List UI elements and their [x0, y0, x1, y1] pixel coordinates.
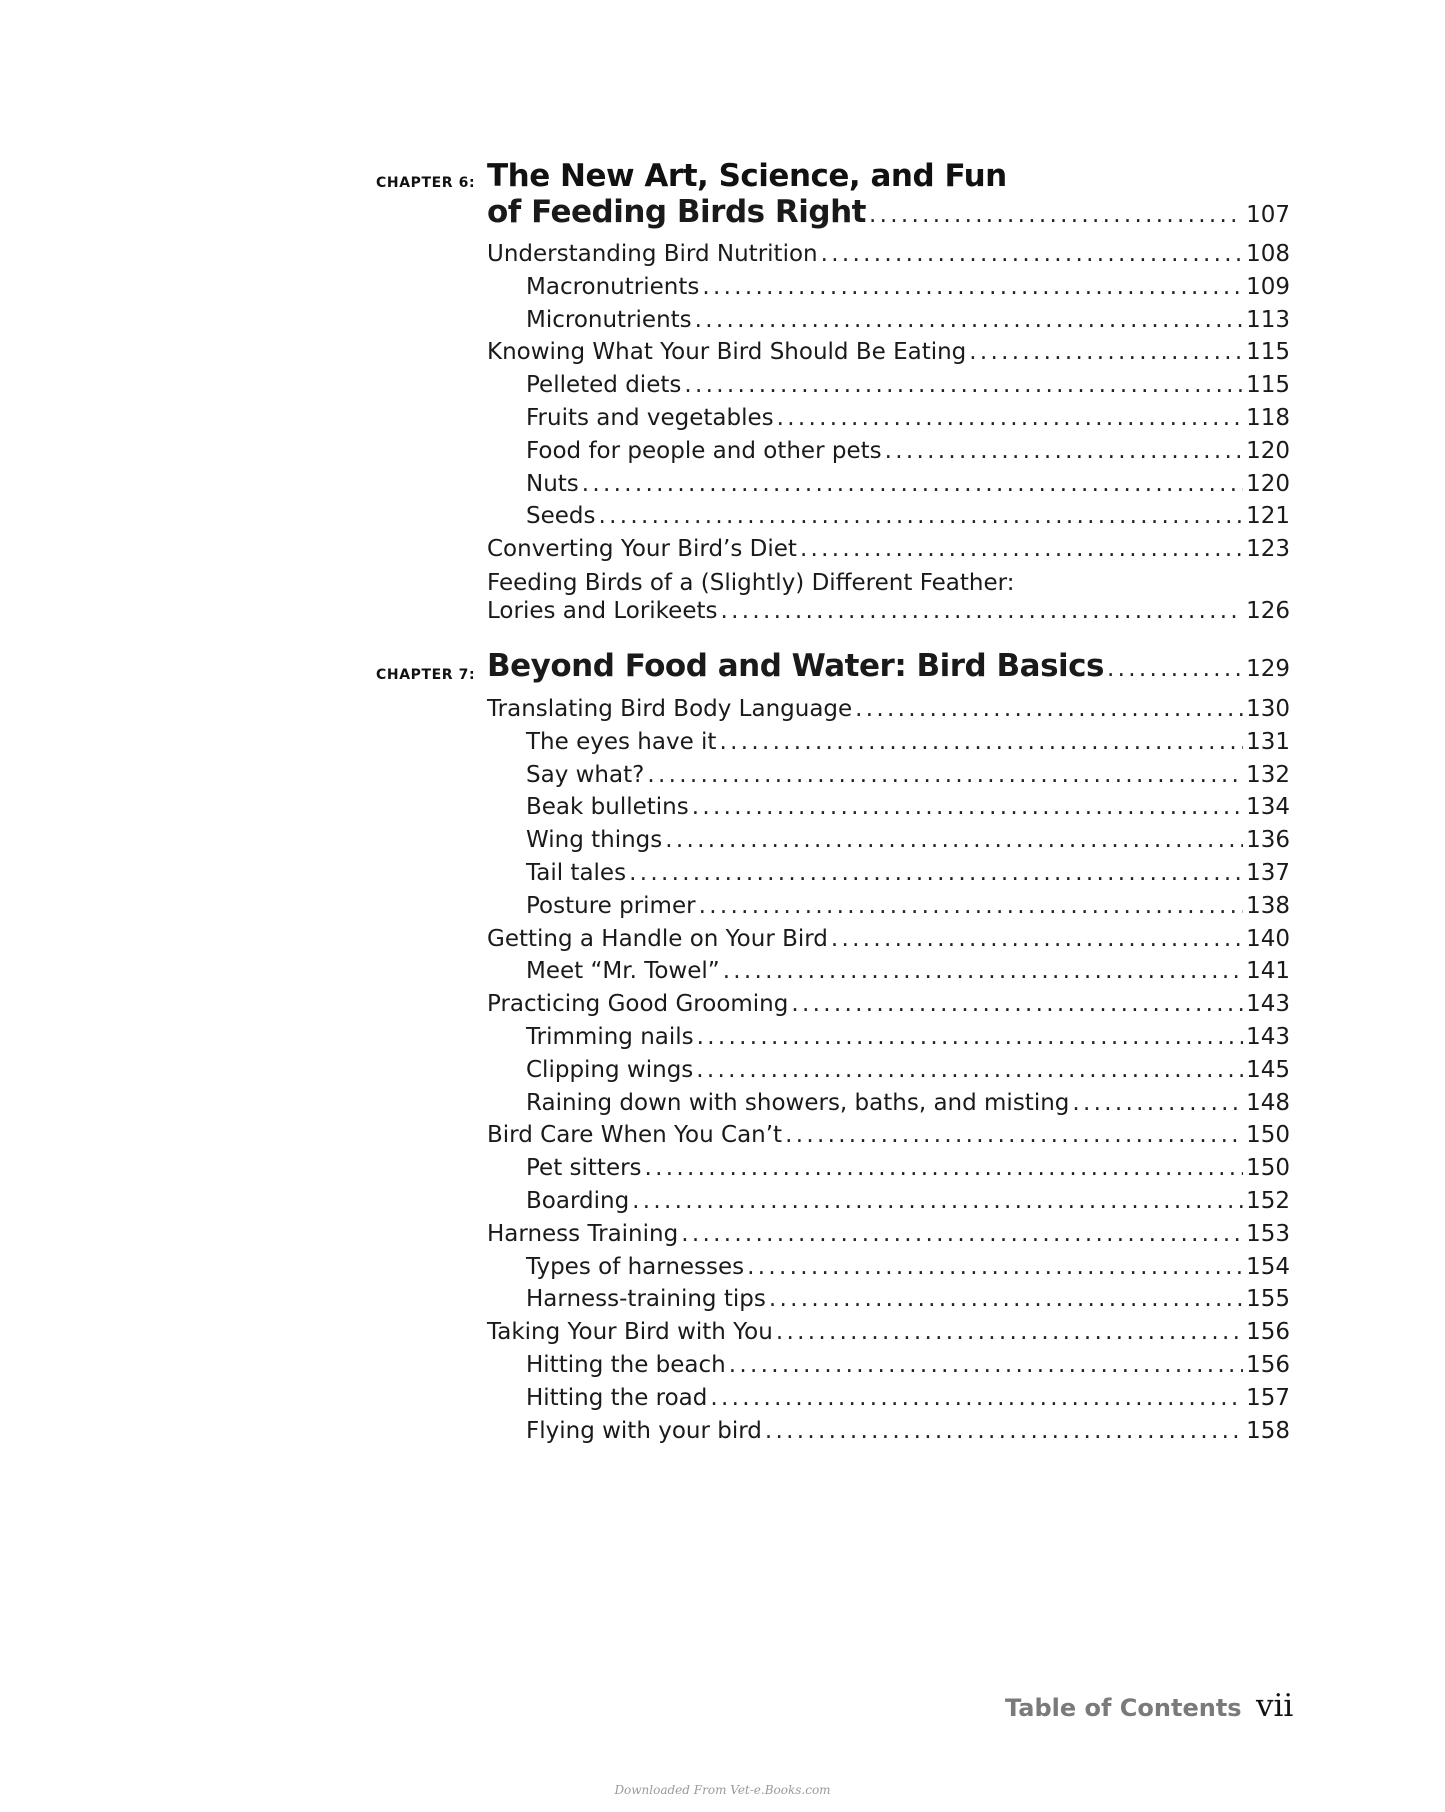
- toc-entry-page: 121: [1246, 503, 1290, 530]
- toc-entry-text: Hitting the road: [526, 1384, 708, 1411]
- toc-entry[interactable]: [526, 1022, 1290, 1052]
- toc-entry-text: Pelleted diets: [526, 372, 682, 399]
- chapter-6-last-entry-line1: Feeding Birds of a (Slightly) Different Feather:: [487, 570, 1015, 596]
- dot-leader: [969, 337, 1243, 367]
- dot-leader: [831, 924, 1243, 954]
- chapter-6-page: 107: [1246, 202, 1290, 228]
- toc-entry-page: 109: [1246, 273, 1290, 300]
- dot-leader: [632, 1186, 1243, 1216]
- toc-entry[interactable]: [526, 272, 1290, 302]
- toc-entry[interactable]: [526, 305, 1290, 335]
- toc-entry-page: 115: [1246, 339, 1290, 366]
- toc-entry-text: Meet “Mr. Towel”: [526, 958, 720, 985]
- toc-entry-page: 156: [1246, 1352, 1290, 1378]
- toc-entry[interactable]: [526, 1186, 1290, 1216]
- toc-entry-page: 152: [1246, 1188, 1290, 1214]
- toc-entry[interactable]: [487, 337, 1290, 367]
- toc-entry-page: 143: [1246, 991, 1290, 1018]
- toc-entry[interactable]: [526, 1153, 1290, 1183]
- toc-entry-text: Types of harnesses: [526, 1253, 745, 1280]
- toc-entry-page: 155: [1246, 1286, 1290, 1313]
- toc-entry-page: 137: [1246, 860, 1290, 886]
- dot-leader: [777, 403, 1243, 433]
- toc-entry-page: 157: [1246, 1384, 1290, 1411]
- toc-entry-text: Taking Your Bird with You: [487, 1319, 773, 1346]
- toc-entry-text: Beak bulletins: [526, 794, 689, 821]
- toc-entry-page: 150: [1246, 1155, 1290, 1182]
- toc-entry-text: Boarding: [526, 1188, 630, 1214]
- toc-entry-page: 126: [1246, 598, 1290, 624]
- dot-leader: [785, 1120, 1243, 1150]
- toc-entry[interactable]: [487, 596, 1290, 626]
- toc-entry-page: 113: [1246, 306, 1290, 333]
- toc-entry-page: 158: [1246, 1417, 1290, 1444]
- watermark: Downloaded From Vet-e.Books.com: [614, 1783, 831, 1797]
- dot-leader: [696, 1055, 1243, 1085]
- dot-leader: [629, 858, 1243, 888]
- toc-entry-page: 145: [1246, 1056, 1290, 1083]
- footer-page-number: vii: [1256, 1688, 1294, 1724]
- toc-entry-text: Clipping wings: [526, 1056, 694, 1083]
- dot-leader: [695, 305, 1243, 335]
- toc-entry-text: Harness Training: [487, 1220, 679, 1247]
- toc-entry-page: 154: [1246, 1253, 1290, 1280]
- toc-entry-page: 150: [1246, 1122, 1290, 1149]
- toc-entry-text: Flying with your bird: [526, 1417, 762, 1444]
- dot-leader: [692, 792, 1243, 822]
- chapter-7-title-row[interactable]: [487, 648, 1290, 684]
- dot-leader: [729, 1350, 1243, 1380]
- toc-entry[interactable]: [487, 694, 1290, 724]
- dot-leader: [765, 1416, 1243, 1446]
- toc-entry[interactable]: [526, 891, 1290, 921]
- toc-entry[interactable]: [487, 1219, 1290, 1249]
- toc-entry-text: Lories and Lorikeets: [487, 598, 718, 624]
- toc-entry[interactable]: [487, 1317, 1290, 1347]
- dot-leader: [1107, 654, 1243, 684]
- dot-leader: [1072, 1088, 1243, 1118]
- toc-entry[interactable]: [526, 760, 1290, 790]
- toc-entry[interactable]: [526, 1284, 1290, 1314]
- toc-entry-text: Bird Care When You Can’t: [487, 1122, 783, 1149]
- chapter-6-title-line2: of Feeding Birds Right: [487, 194, 866, 230]
- toc-entry-text: Understanding Bird Nutrition: [487, 241, 818, 267]
- dot-leader: [855, 694, 1243, 724]
- toc-entry[interactable]: [526, 1088, 1290, 1118]
- toc-entry-page: 115: [1246, 372, 1290, 399]
- chapter-6-title-line1: The New Art, Science, and Fun: [487, 158, 1007, 194]
- toc-entry-text: Converting Your Bird’s Diet: [487, 536, 797, 563]
- toc-entry[interactable]: [526, 1252, 1290, 1282]
- toc-entry-text: The eyes have it: [526, 728, 717, 755]
- toc-entry-page: 123: [1246, 536, 1290, 563]
- toc-entry-page: 120: [1246, 437, 1290, 464]
- toc-entry-text: Getting a Handle on Your Bird: [487, 925, 828, 952]
- dot-leader: [647, 760, 1243, 790]
- toc-entry-page: 143: [1246, 1024, 1290, 1050]
- toc-entry[interactable]: [526, 858, 1290, 888]
- toc-entry-page: 120: [1246, 470, 1290, 497]
- dot-leader: [747, 1252, 1243, 1282]
- toc-entry-text: Fruits and vegetables: [526, 405, 774, 431]
- toc-entry-text: Wing things: [526, 827, 663, 854]
- toc-entry-text: Micronutrients: [526, 306, 692, 333]
- dot-leader: [665, 825, 1243, 855]
- toc-entry-text: Food for people and other pets: [526, 437, 882, 464]
- toc-entry[interactable]: [526, 1055, 1290, 1085]
- toc-entry-page: 141: [1246, 958, 1290, 985]
- toc-entry[interactable]: [487, 989, 1290, 1019]
- chapter-7-page: 129: [1246, 656, 1290, 682]
- toc-entry[interactable]: [526, 403, 1290, 433]
- toc-entry-text: Pet sitters: [526, 1155, 642, 1182]
- dot-leader: [684, 370, 1243, 400]
- toc-entry[interactable]: [526, 469, 1290, 499]
- dot-leader: [645, 1153, 1244, 1183]
- toc-entry-page: 118: [1246, 405, 1290, 431]
- toc-entry-page: 140: [1246, 925, 1290, 952]
- toc-entry-page: 131: [1246, 728, 1290, 755]
- toc-entry-page: 156: [1246, 1319, 1290, 1346]
- toc-entry-text: Knowing What Your Bird Should Be Eating: [487, 339, 967, 366]
- toc-entry-page: 153: [1246, 1220, 1290, 1247]
- toc-entry[interactable]: [526, 727, 1290, 757]
- toc-entry[interactable]: [487, 1120, 1290, 1150]
- toc-entry-text: Translating Bird Body Language: [487, 696, 853, 722]
- toc-entry-page: 138: [1246, 892, 1290, 919]
- toc-entry-text: Tail tales: [526, 860, 627, 886]
- dot-leader: [769, 1284, 1243, 1314]
- dot-leader: [776, 1317, 1243, 1347]
- dot-leader: [720, 596, 1243, 626]
- toc-entry[interactable]: [526, 1416, 1290, 1446]
- dot-leader: [719, 727, 1243, 757]
- chapter-6-title-row[interactable]: [487, 194, 1290, 230]
- toc-entry[interactable]: [487, 239, 1290, 269]
- dot-leader: [710, 1383, 1243, 1413]
- toc-entry-page: 108: [1246, 241, 1290, 267]
- toc-entry[interactable]: [526, 956, 1290, 986]
- toc-entry[interactable]: [526, 1383, 1290, 1413]
- dot-leader: [869, 200, 1243, 230]
- dot-leader: [791, 989, 1243, 1019]
- toc-entry-text: Posture primer: [526, 892, 696, 919]
- toc-entry-text: Practicing Good Grooming: [487, 991, 789, 1018]
- chapter-7-title: Beyond Food and Water: Bird Basics: [487, 648, 1104, 684]
- toc-entry[interactable]: [526, 436, 1290, 466]
- dot-leader: [800, 534, 1243, 564]
- dot-leader: [598, 501, 1243, 531]
- dot-leader: [702, 272, 1243, 302]
- chapter-7-label: CHAPTER 7:: [376, 667, 476, 683]
- footer-section-label: Table of Contents: [1005, 1694, 1242, 1722]
- toc-entry[interactable]: [487, 534, 1290, 564]
- toc-entry-page: 130: [1246, 696, 1290, 722]
- toc-entry[interactable]: [526, 501, 1290, 531]
- toc-entry-text: Seeds: [526, 503, 596, 530]
- toc-entry[interactable]: [526, 370, 1290, 400]
- dot-leader: [821, 239, 1243, 269]
- dot-leader: [885, 436, 1244, 466]
- toc-entry-text: Trimming nails: [526, 1024, 694, 1050]
- toc-entry-page: 148: [1246, 1089, 1290, 1116]
- toc-entry-text: Macronutrients: [526, 273, 700, 300]
- toc-entry-text: Hitting the beach: [526, 1352, 726, 1378]
- toc-entry[interactable]: [526, 825, 1290, 855]
- toc-entry[interactable]: [526, 1350, 1290, 1380]
- toc-entry[interactable]: [487, 924, 1290, 954]
- toc-entry-text: Say what?: [526, 761, 645, 788]
- dot-leader: [697, 1022, 1243, 1052]
- toc-entry-page: 134: [1246, 794, 1290, 821]
- toc-entry-page: 132: [1246, 761, 1290, 788]
- toc-entry-text: Raining down with showers, baths, and misting: [526, 1089, 1070, 1116]
- dot-leader: [681, 1219, 1243, 1249]
- dot-leader: [699, 891, 1244, 921]
- toc-entry-page: 136: [1246, 827, 1290, 854]
- dot-leader: [723, 956, 1243, 986]
- toc-entry-text: Nuts: [526, 470, 579, 497]
- dot-leader: [582, 469, 1243, 499]
- chapter-6-label: CHAPTER 6:: [376, 175, 476, 191]
- toc-entry-text: Harness-training tips: [526, 1286, 766, 1313]
- toc-entry[interactable]: [526, 792, 1290, 822]
